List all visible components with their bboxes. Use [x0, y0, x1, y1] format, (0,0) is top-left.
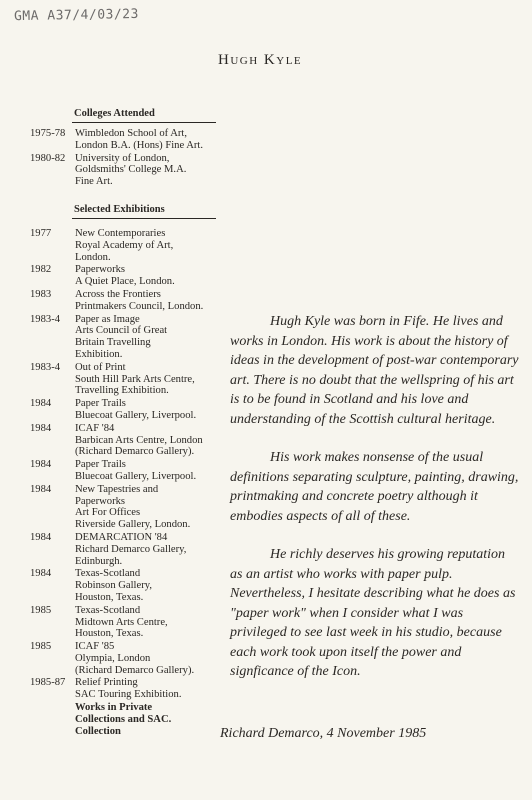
entry-line: A Quiet Place, London.: [75, 276, 175, 288]
entry-line: Riverside Gallery, London.: [75, 519, 191, 531]
entry-details: [75, 484, 240, 531]
exhibitions-heading: Selected Exhibitions: [74, 204, 165, 215]
entry-line: New Contemporaries: [75, 228, 166, 239]
entry-line: Texas-Scotland: [75, 568, 141, 580]
entry-details: [75, 568, 240, 603]
entry-line: South Hill Park Arts Centre,: [75, 373, 195, 385]
entry-line: Houston, Texas.: [75, 628, 144, 640]
archive-reference-annotation: GMA A37/4/03/23: [13, 6, 140, 25]
entry-line: Art For Offices: [75, 507, 141, 519]
colleges-list: [0, 128, 240, 189]
list-item: [0, 289, 240, 313]
entry-details: [75, 459, 240, 483]
collections-line: Works in Private: [75, 702, 153, 714]
essay-paragraph: He richly deserves his growing reputation as an artist who works with paper pulp. Nevertheless, I hesitate describing what he does as "paper work" when I consider what I was privileged to see last week in his studio, because each work took upon itself the power and signficance of the Icon.: [230, 547, 516, 679]
entry-line: Britain Travelling: [75, 337, 151, 349]
entry-details: [75, 153, 240, 188]
entry-details: [75, 362, 240, 397]
list-item: [0, 398, 240, 422]
entry-line: Robinson Gallery,: [75, 580, 152, 592]
entry-line: Arts Council of Great: [75, 325, 168, 337]
list-item: [0, 423, 240, 458]
list-item: [0, 605, 240, 640]
list-item: [0, 568, 240, 603]
entry-year: 1983-4: [30, 361, 61, 373]
entry-line: Texas-Scotland: [75, 604, 141, 616]
entry-line: New Tapestries and: [75, 483, 159, 495]
exhibitions-rule: [72, 218, 216, 219]
entry-line: Edinburgh.: [75, 555, 123, 567]
collections-note: [75, 702, 240, 737]
entry-year: 1983-4: [30, 313, 61, 325]
list-item: [0, 153, 240, 188]
entry-details: [75, 314, 240, 361]
entry-year: 1982: [30, 264, 52, 276]
list-item: [0, 484, 240, 531]
entry-details: [75, 228, 240, 263]
entry-line: Richard Demarco Gallery,: [75, 543, 187, 555]
colleges-heading: Colleges Attended: [74, 108, 155, 119]
list-item: [0, 128, 240, 152]
entry-line: Relief Printing: [75, 677, 138, 689]
entry-line: Across the Frontiers: [75, 288, 161, 300]
list-item: [0, 314, 240, 361]
entry-line: Midtown Arts Centre,: [75, 616, 168, 628]
entry-year: 1984: [30, 568, 52, 580]
entry-line: London.: [75, 251, 111, 263]
entry-line: Wimbledon School of Art,: [75, 128, 187, 139]
exhibitions-list: [0, 228, 240, 737]
entry-details: [75, 264, 240, 288]
list-item: [0, 641, 240, 676]
entry-line: Houston, Texas.: [75, 591, 144, 603]
list-item: [0, 362, 240, 397]
entry-year: 1985: [30, 641, 52, 653]
entry-line: Bluecoat Gallery, Liverpool.: [75, 470, 197, 482]
entry-line: University of London,: [75, 152, 170, 164]
list-item: [0, 228, 240, 263]
entry-year: 1985-87: [30, 677, 66, 689]
entry-line: Printmakers Council, London.: [75, 300, 204, 312]
entry-line: Travelling Exhibition.: [75, 385, 169, 397]
list-item: [0, 264, 240, 288]
collections-line: Collection: [75, 725, 121, 737]
entry-line: Exhibition.: [75, 348, 123, 360]
essay-body: [230, 312, 520, 701]
essay-paragraph: His work makes nonsense of the usual definitions separating sculpture, painting, drawing, printmaking and concrete poetry although it embodies aspects of all of these.: [230, 450, 519, 524]
list-item: [0, 459, 240, 483]
entry-line: Paper Trails: [75, 459, 126, 471]
entry-line: Paper Trails: [75, 398, 126, 410]
entry-details: [75, 532, 240, 567]
list-item: [0, 532, 240, 567]
entry-details: [75, 289, 240, 313]
entry-line: Fine Art.: [75, 176, 113, 188]
entry-line: Olympia, London: [75, 652, 151, 664]
entry-details: [75, 398, 240, 422]
entry-line: Out of Print: [75, 361, 126, 373]
list-item: [0, 677, 240, 701]
entry-line: (Richard Demarco Gallery).: [75, 664, 195, 676]
colleges-rule: [72, 122, 216, 123]
entry-year: 1977: [30, 228, 52, 239]
entry-line: Paperworks: [75, 495, 126, 507]
entry-details: [75, 641, 240, 676]
entry-line: Paperworks: [75, 264, 126, 276]
entry-year: 1975-78: [30, 128, 66, 139]
entry-line: (Richard Demarco Gallery).: [75, 446, 195, 458]
entry-year: 1984: [30, 459, 52, 471]
entry-line: Barbican Arts Centre, London: [75, 434, 203, 446]
entry-line: Paper as Image: [75, 313, 140, 325]
entry-year: 1980-82: [30, 152, 66, 164]
entry-line: Goldsmiths' College M.A.: [75, 164, 187, 176]
entry-details: [75, 605, 240, 640]
entry-year: 1984: [30, 531, 52, 543]
page-title: Hugh Kyle: [218, 52, 303, 68]
entry-year: 1984: [30, 398, 52, 410]
entry-year: 1984: [30, 483, 52, 495]
entry-line: Royal Academy of Art,: [75, 239, 174, 251]
essay-paragraph: Hugh Kyle was born in Fife. He lives and works in London. His work is about the history of ideas in the development of post-war contemporary art. There is no doubt that the wellspring of his art is to be found in Scotland and his love and understanding of the Scottish cultural heritage.: [230, 314, 519, 427]
entry-year: 1985: [30, 604, 52, 616]
entry-year: 1984: [30, 422, 52, 434]
entry-year: 1983: [30, 288, 52, 300]
entry-line: Bluecoat Gallery, Liverpool.: [75, 409, 197, 421]
entry-line: ICAF '84: [75, 422, 115, 434]
entry-line: DEMARCATION '84: [75, 531, 168, 543]
entry-line: SAC Touring Exhibition.: [75, 689, 182, 701]
entry-line: London B.A. (Hons) Fine Art.: [75, 139, 204, 151]
collections-line: Collections and SAC.: [75, 713, 172, 725]
signature: Richard Demarco, 4 November 1985: [220, 726, 427, 741]
entry-details: [75, 423, 240, 458]
entry-details: [75, 128, 240, 152]
entry-line: ICAF '85: [75, 641, 115, 653]
entry-details: [75, 677, 240, 701]
